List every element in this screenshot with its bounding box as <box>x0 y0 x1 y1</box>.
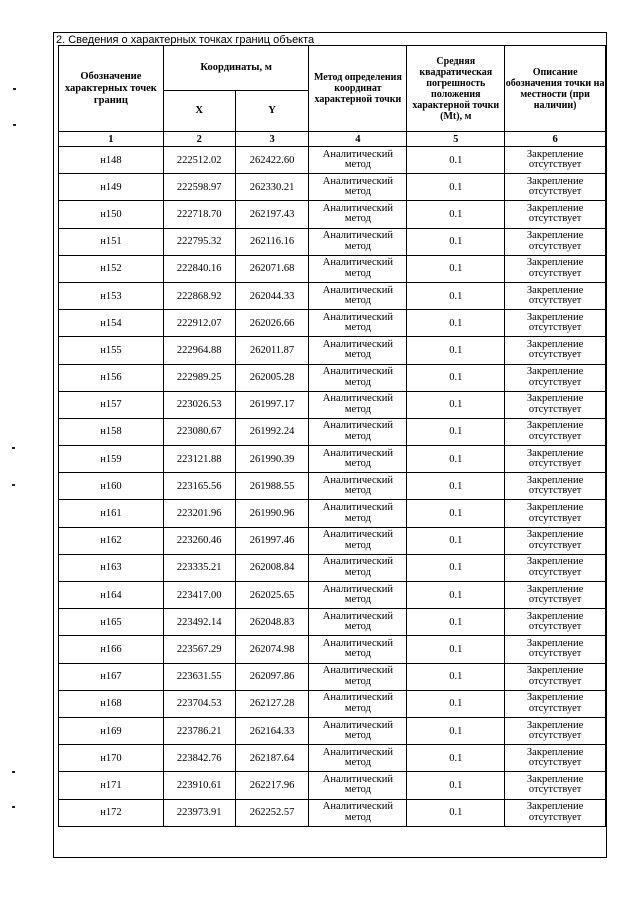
method-cell: Аналитический метод <box>309 337 407 364</box>
table-row <box>59 364 606 391</box>
method-cell: Аналитический метод <box>309 745 407 772</box>
method-cell: Аналитический метод <box>309 663 407 690</box>
x-coordinate-cell: 223080.67 <box>163 418 235 445</box>
table-row <box>59 772 606 799</box>
table-row <box>59 174 606 201</box>
method-cell: Аналитический метод <box>309 690 407 717</box>
y-coordinate-cell: 262217.96 <box>235 772 309 799</box>
accuracy-cell: 0.1 <box>407 364 505 391</box>
description-cell: Закрепление отсутствует <box>505 745 606 772</box>
point-id-cell: н154 <box>59 310 164 337</box>
accuracy-cell: 0.1 <box>407 500 505 527</box>
table-row <box>59 636 606 663</box>
y-coordinate-cell: 262197.43 <box>235 201 309 228</box>
table-row <box>59 337 606 364</box>
description-cell: Закрепление отсутствует <box>505 364 606 391</box>
y-coordinate-cell: 262071.68 <box>235 255 309 282</box>
description-cell: Закрепление отсутствует <box>505 582 606 609</box>
accuracy-cell: 0.1 <box>407 690 505 717</box>
point-id-cell: н169 <box>59 717 164 744</box>
point-id-cell: н148 <box>59 147 164 174</box>
accuracy-cell: 0.1 <box>407 174 505 201</box>
header-description: Описание обозначения точки на местности (при наличии) <box>505 46 606 132</box>
accuracy-cell: 0.1 <box>407 228 505 255</box>
x-coordinate-cell: 223910.61 <box>163 772 235 799</box>
y-coordinate-cell: 262005.28 <box>235 364 309 391</box>
description-cell: Закрепление отсутствует <box>505 337 606 364</box>
table-row <box>59 527 606 554</box>
x-coordinate-cell: 223417.00 <box>163 582 235 609</box>
accuracy-cell: 0.1 <box>407 609 505 636</box>
y-coordinate-cell: 261988.55 <box>235 473 309 500</box>
point-id-cell: н157 <box>59 391 164 418</box>
method-cell: Аналитический метод <box>309 717 407 744</box>
method-cell: Аналитический метод <box>309 282 407 309</box>
description-cell: Закрепление отсутствует <box>505 201 606 228</box>
y-coordinate-cell: 261990.96 <box>235 500 309 527</box>
point-id-cell: н158 <box>59 418 164 445</box>
y-coordinate-cell: 262008.84 <box>235 554 309 581</box>
table-row <box>59 690 606 717</box>
accuracy-cell: 0.1 <box>407 282 505 309</box>
column-number: 4 <box>309 132 407 147</box>
scan-speck <box>12 771 15 773</box>
x-coordinate-cell: 222912.07 <box>163 310 235 337</box>
description-cell: Закрепление отсутствует <box>505 690 606 717</box>
method-cell: Аналитический метод <box>309 772 407 799</box>
table-row <box>59 255 606 282</box>
table-row <box>59 446 606 473</box>
accuracy-cell: 0.1 <box>407 446 505 473</box>
accuracy-cell: 0.1 <box>407 772 505 799</box>
table-row <box>59 418 606 445</box>
x-coordinate-cell: 223704.53 <box>163 690 235 717</box>
x-coordinate-cell: 223631.55 <box>163 663 235 690</box>
table-row <box>59 147 606 174</box>
description-cell: Закрепление отсутствует <box>505 663 606 690</box>
accuracy-cell: 0.1 <box>407 527 505 554</box>
method-cell: Аналитический метод <box>309 201 407 228</box>
x-coordinate-cell: 223492.14 <box>163 609 235 636</box>
table-row <box>59 663 606 690</box>
point-id-cell: н164 <box>59 582 164 609</box>
column-number: 5 <box>407 132 505 147</box>
method-cell: Аналитический метод <box>309 310 407 337</box>
point-id-cell: н166 <box>59 636 164 663</box>
method-cell: Аналитический метод <box>309 255 407 282</box>
method-cell: Аналитический метод <box>309 582 407 609</box>
method-cell: Аналитический метод <box>309 174 407 201</box>
header-designation: Обозначение характерных точек границ <box>59 46 164 132</box>
x-coordinate-cell: 222512.02 <box>163 147 235 174</box>
method-cell: Аналитический метод <box>309 418 407 445</box>
table-body <box>59 147 606 827</box>
point-id-cell: н171 <box>59 772 164 799</box>
point-id-cell: н152 <box>59 255 164 282</box>
description-cell: Закрепление отсутствует <box>505 500 606 527</box>
table-row <box>59 228 606 255</box>
accuracy-cell: 0.1 <box>407 337 505 364</box>
point-id-cell: н153 <box>59 282 164 309</box>
x-coordinate-cell: 223335.21 <box>163 554 235 581</box>
y-coordinate-cell: 261997.17 <box>235 391 309 418</box>
table-row <box>59 310 606 337</box>
accuracy-cell: 0.1 <box>407 636 505 663</box>
header-x: X <box>163 91 235 132</box>
description-cell: Закрепление отсутствует <box>505 473 606 500</box>
x-coordinate-cell: 222964.88 <box>163 337 235 364</box>
point-id-cell: н165 <box>59 609 164 636</box>
accuracy-cell: 0.1 <box>407 799 505 826</box>
header-coordinates: Координаты, м <box>163 46 309 91</box>
description-cell: Закрепление отсутствует <box>505 418 606 445</box>
y-coordinate-cell: 262422.60 <box>235 147 309 174</box>
accuracy-cell: 0.1 <box>407 663 505 690</box>
method-cell: Аналитический метод <box>309 364 407 391</box>
table-row <box>59 554 606 581</box>
x-coordinate-cell: 223260.46 <box>163 527 235 554</box>
y-coordinate-cell: 262044.33 <box>235 282 309 309</box>
description-cell: Закрепление отсутствует <box>505 228 606 255</box>
x-coordinate-cell: 223026.53 <box>163 391 235 418</box>
point-id-cell: н172 <box>59 799 164 826</box>
point-id-cell: н168 <box>59 690 164 717</box>
description-cell: Закрепление отсутствует <box>505 282 606 309</box>
x-coordinate-cell: 223201.96 <box>163 500 235 527</box>
description-cell: Закрепление отсутствует <box>505 609 606 636</box>
column-number: 6 <box>505 132 606 147</box>
point-id-cell: н155 <box>59 337 164 364</box>
accuracy-cell: 0.1 <box>407 554 505 581</box>
scan-speck <box>13 88 16 90</box>
scan-speck <box>13 124 16 126</box>
point-id-cell: н156 <box>59 364 164 391</box>
y-coordinate-cell: 262187.64 <box>235 745 309 772</box>
y-coordinate-cell: 262074.98 <box>235 636 309 663</box>
accuracy-cell: 0.1 <box>407 310 505 337</box>
y-coordinate-cell: 262330.21 <box>235 174 309 201</box>
accuracy-cell: 0.1 <box>407 391 505 418</box>
y-coordinate-cell: 262164.33 <box>235 717 309 744</box>
header-accuracy: Средняя квадратическая погрешность положения характерной точки (Mt), м <box>407 46 505 132</box>
x-coordinate-cell: 223165.56 <box>163 473 235 500</box>
point-id-cell: н150 <box>59 201 164 228</box>
point-id-cell: н163 <box>59 554 164 581</box>
description-cell: Закрепление отсутствует <box>505 636 606 663</box>
section-title: 2. Сведения о характерных точках границ объекта <box>56 34 315 46</box>
y-coordinate-cell: 262025.65 <box>235 582 309 609</box>
table-empty-footer-row <box>58 831 606 853</box>
y-coordinate-cell: 261990.39 <box>235 446 309 473</box>
y-coordinate-cell: 262026.66 <box>235 310 309 337</box>
header-method: Метод определения координат характерной точки <box>309 46 407 132</box>
point-id-cell: н162 <box>59 527 164 554</box>
y-coordinate-cell: 261992.24 <box>235 418 309 445</box>
boundary-points-table <box>58 45 606 827</box>
description-cell: Закрепление отсутствует <box>505 446 606 473</box>
description-cell: Закрепление отсутствует <box>505 310 606 337</box>
x-coordinate-cell: 223567.29 <box>163 636 235 663</box>
table-row <box>59 473 606 500</box>
table-row <box>59 391 606 418</box>
y-coordinate-cell: 262127.28 <box>235 690 309 717</box>
table-row <box>59 282 606 309</box>
table-row <box>59 717 606 744</box>
description-cell: Закрепление отсутствует <box>505 391 606 418</box>
x-coordinate-cell: 223842.76 <box>163 745 235 772</box>
accuracy-cell: 0.1 <box>407 418 505 445</box>
point-id-cell: н149 <box>59 174 164 201</box>
scan-speck <box>12 484 15 486</box>
point-id-cell: н160 <box>59 473 164 500</box>
y-coordinate-cell: 261997.46 <box>235 527 309 554</box>
method-cell: Аналитический метод <box>309 527 407 554</box>
point-id-cell: н170 <box>59 745 164 772</box>
description-cell: Закрепление отсутствует <box>505 174 606 201</box>
description-cell: Закрепление отсутствует <box>505 554 606 581</box>
table-row <box>59 500 606 527</box>
x-coordinate-cell: 223121.88 <box>163 446 235 473</box>
description-cell: Закрепление отсутствует <box>505 147 606 174</box>
method-cell: Аналитический метод <box>309 473 407 500</box>
point-id-cell: н151 <box>59 228 164 255</box>
document-frame <box>53 32 607 858</box>
method-cell: Аналитический метод <box>309 391 407 418</box>
column-number: 1 <box>59 132 164 147</box>
x-coordinate-cell: 222840.16 <box>163 255 235 282</box>
x-coordinate-cell: 222795.32 <box>163 228 235 255</box>
x-coordinate-cell: 222868.92 <box>163 282 235 309</box>
point-id-cell: н161 <box>59 500 164 527</box>
column-number: 3 <box>235 132 309 147</box>
description-cell: Закрепление отсутствует <box>505 717 606 744</box>
column-number: 2 <box>163 132 235 147</box>
accuracy-cell: 0.1 <box>407 582 505 609</box>
scan-speck <box>12 447 15 449</box>
scan-speck <box>12 806 15 808</box>
table-row <box>59 745 606 772</box>
table-row <box>59 201 606 228</box>
accuracy-cell: 0.1 <box>407 201 505 228</box>
description-cell: Закрепление отсутствует <box>505 527 606 554</box>
accuracy-cell: 0.1 <box>407 473 505 500</box>
point-id-cell: н159 <box>59 446 164 473</box>
y-coordinate-cell: 262116.16 <box>235 228 309 255</box>
method-cell: Аналитический метод <box>309 500 407 527</box>
y-coordinate-cell: 262252.57 <box>235 799 309 826</box>
description-cell: Закрепление отсутствует <box>505 772 606 799</box>
accuracy-cell: 0.1 <box>407 745 505 772</box>
header-y: Y <box>235 91 309 132</box>
method-cell: Аналитический метод <box>309 636 407 663</box>
y-coordinate-cell: 262048.83 <box>235 609 309 636</box>
table-row <box>59 609 606 636</box>
x-coordinate-cell: 223973.91 <box>163 799 235 826</box>
table-row <box>59 799 606 826</box>
x-coordinate-cell: 223786.21 <box>163 717 235 744</box>
x-coordinate-cell: 222718.70 <box>163 201 235 228</box>
accuracy-cell: 0.1 <box>407 717 505 744</box>
table-row <box>59 582 606 609</box>
point-id-cell: н167 <box>59 663 164 690</box>
accuracy-cell: 0.1 <box>407 147 505 174</box>
description-cell: Закрепление отсутствует <box>505 255 606 282</box>
method-cell: Аналитический метод <box>309 799 407 826</box>
y-coordinate-cell: 262097.86 <box>235 663 309 690</box>
x-coordinate-cell: 222598.97 <box>163 174 235 201</box>
method-cell: Аналитический метод <box>309 446 407 473</box>
accuracy-cell: 0.1 <box>407 255 505 282</box>
method-cell: Аналитический метод <box>309 147 407 174</box>
y-coordinate-cell: 262011.87 <box>235 337 309 364</box>
method-cell: Аналитический метод <box>309 609 407 636</box>
method-cell: Аналитический метод <box>309 228 407 255</box>
x-coordinate-cell: 222989.25 <box>163 364 235 391</box>
description-cell: Закрепление отсутствует <box>505 799 606 826</box>
method-cell: Аналитический метод <box>309 554 407 581</box>
